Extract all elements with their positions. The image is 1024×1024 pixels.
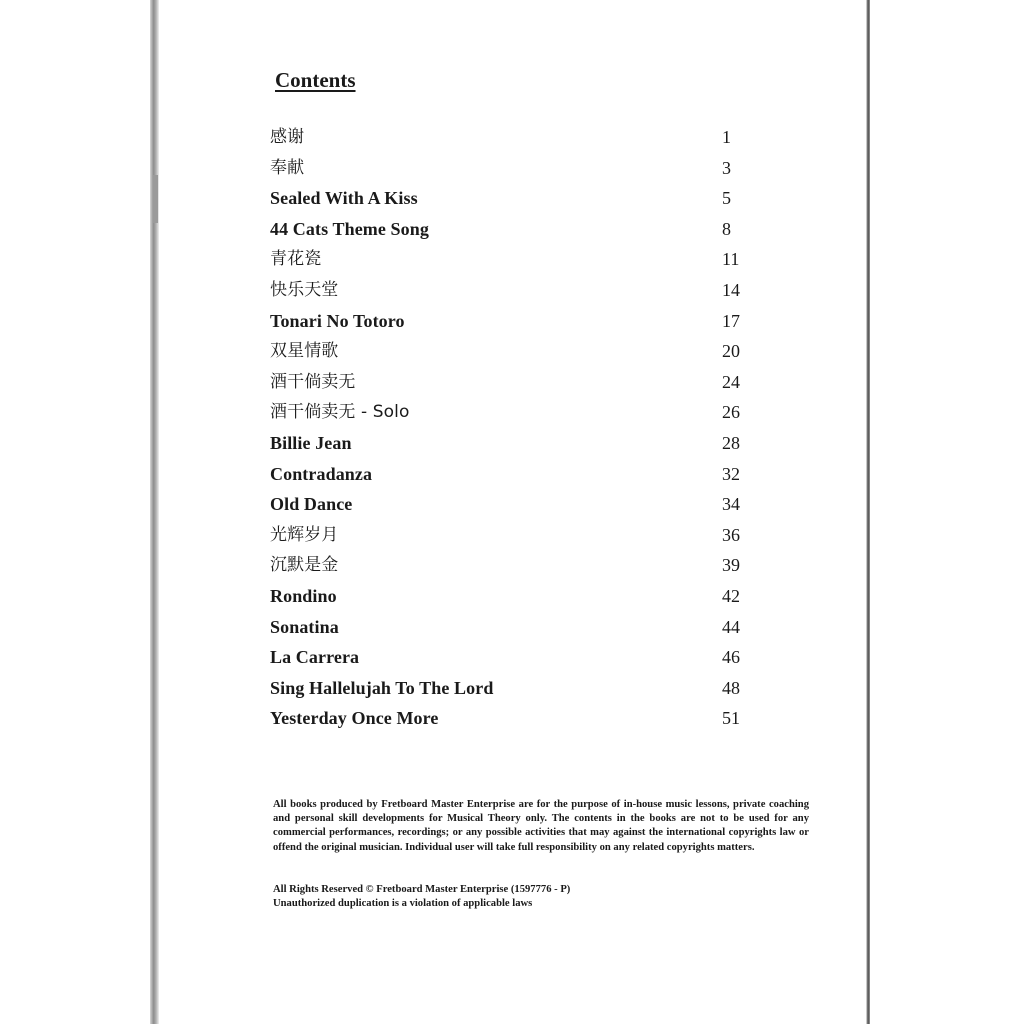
page-title: Contents [275, 68, 356, 92]
rights-reserved-line: All Rights Reserved © Fretboard Master Enterprise (1597776 - P) [273, 884, 571, 895]
toc-entry-title: 感谢 [270, 127, 305, 147]
toc-entry-title: Yesterday Once More [270, 708, 439, 729]
toc-entry [270, 214, 750, 245]
binding-clip [153, 175, 158, 223]
toc-entry [270, 153, 750, 184]
toc-entry-page-number: 48 [722, 677, 740, 698]
table-of-contents [270, 122, 750, 734]
toc-entry-page-number: 14 [722, 279, 740, 300]
toc-entry-title: Old Dance [270, 494, 353, 515]
toc-entry-page-number: 34 [722, 494, 740, 515]
toc-entry-title: Tonari No Totoro [270, 310, 405, 331]
toc-entry-title: 青花瓷 [270, 249, 322, 270]
toc-entry-title: 44 Cats Theme Song [270, 218, 429, 239]
toc-entry-page-number: 44 [722, 616, 740, 637]
toc-entry-title: Sealed With A Kiss [270, 188, 418, 209]
rights-notice [273, 883, 809, 911]
toc-entry [270, 581, 750, 612]
toc-entry [270, 367, 750, 398]
toc-entry [270, 520, 750, 551]
toc-entry-page-number: 42 [722, 585, 740, 606]
toc-entry [270, 673, 750, 704]
toc-entry [270, 612, 750, 643]
toc-entry-title: Billie Jean [270, 432, 352, 453]
toc-entry-page-number: 17 [722, 310, 740, 331]
toc-entry [270, 122, 750, 153]
toc-entry-page-number: 26 [722, 402, 740, 423]
toc-entry-page-number: 39 [722, 555, 740, 576]
duplication-warning-line: Unauthorized duplication is a violation of applicable laws [273, 898, 533, 910]
toc-entry-page-number: 3 [722, 157, 731, 178]
toc-entry-title: 沉默是金 [270, 555, 339, 576]
toc-entry-page-number: 24 [722, 371, 740, 392]
toc-entry-title: 酒干倘卖无 - Solo [270, 402, 410, 423]
toc-entry [270, 183, 750, 214]
toc-entry-title: 光辉岁月 [270, 524, 339, 545]
toc-entry [270, 428, 750, 459]
toc-entry-page-number: 1 [722, 127, 731, 147]
toc-entry [270, 336, 750, 367]
toc-entry-title: 奉献 [270, 157, 305, 178]
copyright-disclaimer: All books produced by Fretboard Master Enterprise are for the purpose of in-house music lessons, private coaching and personal skill developments for Musical Theory only. The contents in the books are not to be used for any commercial performances, recordings; or any possible activities that may against the international copyrights law or offend the original musician. Individual user will take full responsibility on any related copyrights matters. [273, 799, 809, 853]
toc-entry-title: Sing Hallelujah To The Lord [270, 677, 494, 698]
toc-entry-page-number: 5 [722, 188, 731, 209]
toc-entry [270, 642, 750, 673]
toc-entry [270, 244, 750, 275]
toc-entry-page-number: 32 [722, 463, 740, 484]
toc-entry-title: 双星情歌 [270, 341, 339, 362]
page-binding-right [866, 0, 870, 1024]
toc-entry-title: Sonatina [270, 616, 339, 637]
toc-entry [270, 306, 750, 337]
toc-entry-page-number: 11 [722, 249, 740, 270]
toc-entry-page-number: 20 [722, 341, 740, 362]
toc-entry-title: 酒干倘卖无 [270, 371, 356, 392]
toc-entry-page-number: 28 [722, 432, 740, 453]
toc-entry-page-number: 36 [722, 524, 740, 545]
toc-entry [270, 397, 750, 428]
toc-entry [270, 550, 750, 581]
toc-entry [270, 489, 750, 520]
toc-entry [270, 703, 750, 734]
toc-entry [270, 459, 750, 490]
toc-entry [270, 275, 750, 306]
toc-entry-title: 快乐天堂 [270, 279, 339, 300]
toc-entry-title: Contradanza [270, 463, 373, 484]
toc-entry-page-number: 46 [722, 647, 740, 668]
page-binding-left [150, 0, 159, 1024]
toc-entry-title: Rondino [270, 585, 337, 606]
toc-entry-page-number: 51 [722, 708, 740, 729]
toc-entry-title: La Carrera [270, 647, 360, 668]
toc-entry-page-number: 8 [722, 218, 731, 239]
